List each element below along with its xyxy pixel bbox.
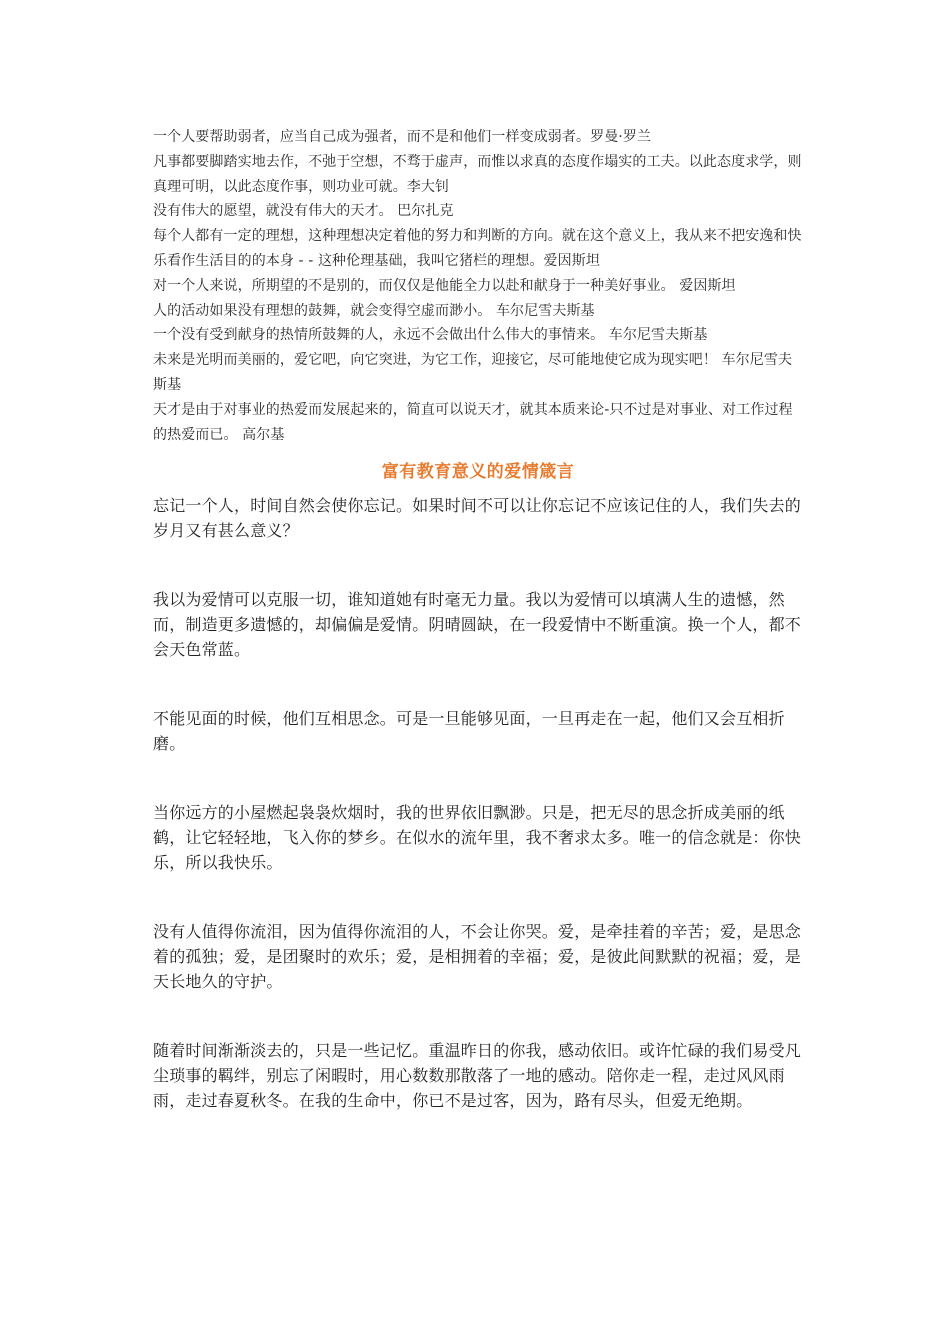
quote-item: 未来是光明而美丽的，爱它吧，向它突进，为它工作，迎接它，尽可能地使它成为现实吧！ 车尔尼雪夫斯基 (153, 352, 793, 393)
quote-item: 每个人都有一定的理想，这种理想决定着他的努力和判断的方向。就在这个意义上，我从来不把安逸和快乐看作生活目的的本身 - - 这种伦理基础，我叫它猪栏的理想。爱因斯坦 (153, 228, 802, 269)
quote-item: 人的活动如果没有理想的鼓舞，就会变得空虚而渺小。 车尔尼雪夫斯基 (153, 302, 595, 319)
quote-item: 没有伟大的愿望，就没有伟大的天才。 巴尔扎克 (153, 203, 454, 220)
quote-item: 对一个人来说，所期望的不是别的，而仅仅是他能全力以赴和献身于一种美好事业。 爱因斯坦 (153, 277, 736, 294)
quote-item: 凡事都要脚踏实地去作，不弛于空想，不骛于虚声，而惟以求真的态度作塌实的工夫。以此态度求学，则真理可明，以此态度作事，则功业可就。李大钊 (153, 153, 802, 195)
quote-item: 一个人要帮助弱者，应当自己成为强者，而不是和他们一样变成弱者。罗曼·罗兰 (153, 129, 652, 145)
paragraph: 随着时间渐渐淡去的，只是一些记忆。重温昨日的你我，感动依旧。或许忙碌的我们易受凡尘琐事的羁绊，别忘了闲暇时，用心数数那散落了一地的感动。陪你走一程，走过风风雨雨，走过春夏秋冬。在我的生命中，你已不是过客，因为，路有尽头，但爱无绝期。 (153, 1041, 802, 1111)
quote-item: 天才是由于对事业的热爱而发展起来的，简直可以说天才，就其本质来论-只不过是对事业、对工作过程的热爱而已。 高尔基 (153, 401, 793, 443)
section-title: 富有教育意义的爱情箴言 (381, 462, 575, 483)
paragraph: 当你远方的小屋燃起袅袅炊烟时，我的世界依旧飘渺。只是，把无尽的思念折成美丽的纸鹤，让它轻轻地，飞入你的梦乡。在似水的流年里，我不奢求太多。唯一的信念就是：你快乐，所以我快乐。 (153, 803, 802, 873)
quote-list (153, 125, 803, 447)
paragraph: 我以为爱情可以克服一切，谁知道她有时毫无力量。我以为爱情可以填满人生的遗憾，然而，制造更多遗憾的，却偏偏是爱情。阴晴圆缺，在一段爱情中不断重演。换一个人，都不会天色常蓝。 (153, 590, 802, 660)
paragraph: 没有人值得你流泪，因为值得你流泪的人，不会让你哭。爱，是牵挂着的辛苦；爱，是思念着的孤独；爱，是团聚时的欢乐；爱，是相拥着的幸福；爱，是彼此间默默的祝福；爱，是天长地久的守护。 (153, 922, 802, 992)
paragraph: 不能见面的时候，他们互相思念。可是一旦能够见面，一旦再走在一起，他们又会互相折磨。 (153, 709, 785, 754)
quote-item: 一个没有受到献身的热情所鼓舞的人，永远不会做出什么伟大的事情来。 车尔尼雪夫斯基 (153, 327, 708, 344)
paragraph: 忘记一个人，时间自然会使你忘记。如果时间不可以让你忘记不应该记住的人，我们失去的岁月又有甚么意义？ (153, 496, 802, 541)
paragraph-list (153, 493, 803, 1113)
document-page (153, 125, 803, 1157)
